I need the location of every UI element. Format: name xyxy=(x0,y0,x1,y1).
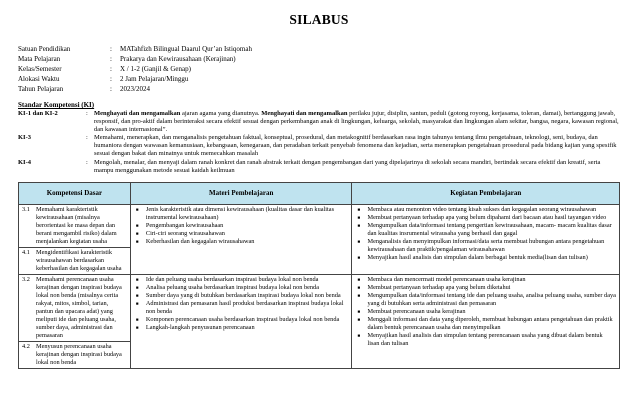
kd-number: 4.1 xyxy=(22,248,30,256)
info-label: Mata Pelajaran xyxy=(18,55,61,63)
kegiatan-cell xyxy=(352,274,620,368)
info-row xyxy=(18,84,620,94)
info-label: Tahun Pelajaran xyxy=(18,85,64,93)
kd-text: Menyusun perencanaan usaha kerajinan dengan inspirasi budaya lokal non benda xyxy=(36,342,122,366)
list-item: ■ Menganalisis dan menyimpulkan informasi/data serta membuat hubungan antara pengetahuan kewirausahaan dan praktik/pengalaman wirausahawan xyxy=(367,238,616,254)
ki-segment: perilaku jujur, disiplin, santun, peduli (gotong royong, kerjasama, toleran, damai), bertanggung jawab, responsif, dan pro-aktif dalam berinteraksi secara efektif sesuai dengan perkembangan anak di lingkungan, keluarga, sekolah, masyarakat dan lingkungan alam sekitar, bangsa, negara, kawasan regional, dan kawasan internasional”. xyxy=(94,110,619,134)
table-row xyxy=(19,274,620,341)
materi-cell xyxy=(130,274,352,368)
ki-code: KI-3 xyxy=(18,134,31,142)
info-row xyxy=(18,64,620,74)
list-item: ■ Pengembangan kewirausahaan xyxy=(146,222,349,230)
syllabus-table xyxy=(18,182,620,369)
list-item: ■ Menyajikan hasil analisis dan simpulan tentang perencanaan usaha yang dibuat dalam bentuk lisan dan tulisan xyxy=(367,332,616,348)
column-header: Kompetensi Dasar xyxy=(19,182,131,204)
list-item: ■ Jenis karakteristik atau dimensi kewirausahaan (kualitas dasar dan kualitas instrumental kewirausahaan) xyxy=(146,206,349,222)
ki-text: Memahami, menerapkan, dan menganalisis pengetahuan faktual, konseptual, prosedural, dan metakognitif berdasarkan rasa ingin tahunya tentang ilmu pengetahuan, teknologi, seni, budaya, dan humaniora dengan wawasan kemanusiaan, kebangsaan, kenegaraan, dan peradaban terkait penyebab fenomena dan kejadian, serta menerapkan pengetahuan prosedural pada bidang kajian yang spesifik sesuai dengan bakat dan minatnya untuk memecahkan masalah xyxy=(94,134,617,158)
column-header: Materi Pembelajaran xyxy=(130,182,352,204)
list-item: ■ Membuat pertanyaan terhadap apa yang belum diketahui xyxy=(367,284,616,292)
info-label: Satuan Pendidikan xyxy=(18,45,71,53)
list-item: ■ Menyajikan hasil analisis dan simpulan dalam berbagai bentuk media(lisan dan tulisan) xyxy=(367,254,616,262)
ki-block xyxy=(18,110,620,175)
list-item: ■ Menggali informasi dan data yang diperoleh, membuat hubungan antara pengetahuan dan praktik dalam bentuk perencanaan usaha dan menyimpulkan xyxy=(367,316,616,332)
kd-text: Memahami perencanaan usaha kerajinan dengan inspirasi budaya lokal non benda (misalnya cerita rakyat, mitos, simbol, tarian, pantun dan upacara adat) yang meliputi ide dan peluang usaha, sumber daya, administrasi dan pemasaran xyxy=(36,275,122,339)
kd-number: 4.2 xyxy=(22,342,30,350)
colon: : xyxy=(110,45,112,53)
list-item: ■ Mengumpulkan data/informasi tentang pengertian kewirausahaan, macam- macam kualitas dasar dan kualitas insrumental wirausaha yang berhasil dan gagal xyxy=(367,222,616,238)
list-item: ■ Administrasi dan pemasaran hasil produksi berdasarkan inspirasi budaya lokal non benda xyxy=(146,300,349,316)
info-value: X / 1-2 (Ganjil & Genap) xyxy=(120,65,191,73)
list-item: ■ Analisa peluang usaha berdasarkan inspirasi budaya lokal non benda xyxy=(146,284,349,292)
kd-text: Mengidentifikasi karakteristik wirausahawan berdasarkan keberhasilan dan kegagalan usaha xyxy=(36,248,122,272)
table-header-row xyxy=(19,182,620,204)
kd-cell xyxy=(19,341,131,368)
info-value: 2 Jam Pelajaran/Minggu xyxy=(120,75,189,83)
list-item: ■ Komponen perencanaan usaha berdasarkan inspirasi budaya lokal non benda xyxy=(146,316,349,324)
info-row xyxy=(18,54,620,64)
ki-text: Mengolah, menalar, dan menyaji dalam ranah konkret dan ranah abstrak terkait dengan pengembangan dari yang dipelajarinya di sekolah secara mandiri, bertindak secara efektif dan kreatif, serta mampu menggunakan metode sesuai kaidah keilmuan xyxy=(94,158,601,174)
colon: : xyxy=(110,85,112,93)
kegiatan-cell xyxy=(352,204,620,274)
kd-number: 3.1 xyxy=(22,205,30,213)
colon: : xyxy=(86,134,88,142)
info-value: MATahfizh Bilingual Daarul Qur’an Istiqomah xyxy=(120,45,252,53)
colon: : xyxy=(110,65,112,73)
list-item: ■ Ide dan peluang usaha berdasarkan inspirasi budaya lokal non benda xyxy=(146,276,349,284)
kd-cell xyxy=(19,247,131,274)
info-value: 2023/2024 xyxy=(120,85,150,93)
info-value: Prakarya dan Kewirausahaan (Kerajinan) xyxy=(120,55,236,63)
materi-cell xyxy=(130,204,352,274)
ki-text xyxy=(94,110,620,134)
info-label: Alokasi Waktu xyxy=(18,75,60,83)
list-item: ■ Membaca dan mencermati model perencanaan usaha kerajinan xyxy=(367,276,616,284)
colon: : xyxy=(110,55,112,63)
list-item: ■ Langkah-langkah penyusunan perencanaan xyxy=(146,324,349,332)
kd-cell xyxy=(19,204,131,247)
ki-segment: ajaran agama yang dianutnya. xyxy=(180,110,262,117)
list-item: ■ Keberhasilan dan kegagalan wirausahawan xyxy=(146,238,349,246)
page-title: SILABUS xyxy=(289,12,349,27)
ki-bold: Menghayati dan mengamalkan xyxy=(94,110,181,117)
ki-bold: Menghayati dan mengamalkan xyxy=(261,110,348,117)
info-label: Kelas/Semester xyxy=(18,65,62,73)
info-block xyxy=(18,44,620,94)
standar-kompetensi-heading: Standar Kompetensi (KI) xyxy=(18,101,95,109)
list-item: ■ Ciri-ciri seorang wirausahawan xyxy=(146,230,349,238)
list-item: ■ Membuat perencanaan usaha kerajinan xyxy=(367,308,616,316)
ki-code: KI-4 xyxy=(18,158,31,166)
list-item: ■ Membaca atau menonton video tentang kisah sukses dan kegagalan seorang wirausahawan xyxy=(367,206,616,214)
colon: : xyxy=(86,158,88,166)
ki-code: KI-1 dan KI-2 xyxy=(18,110,58,117)
column-header: Kegiatan Pembelajaran xyxy=(352,182,620,204)
table-row xyxy=(19,204,620,247)
kd-text: Memahami karakteristik kewirausahaan (misalnya berorientasi ke masa depan dan berani mengambil risiko) dalam menjalankan kegiatan usaha xyxy=(36,205,117,245)
list-item: ■ Mengumpulkan data/informasi tentang ide dan peluang usaha, analisa peluang usaha, sumber daya yang di butuhkan serta administrasi dan pemasaran xyxy=(367,292,616,308)
info-row xyxy=(18,74,620,84)
colon: : xyxy=(110,75,112,83)
list-item: ■ Sumber daya yang di butuhkan berdasarkan inspirasi budaya lokal non benda xyxy=(146,292,349,300)
ki-row xyxy=(18,110,620,134)
kd-number: 3.2 xyxy=(22,275,30,283)
kd-cell xyxy=(19,274,131,341)
info-row xyxy=(18,44,620,54)
ki-row xyxy=(18,134,620,158)
list-item: ■ Membuat pertanyaan terhadap apa yang belum dipahami dari bacaan atau hasil tayangan video xyxy=(367,214,616,222)
colon: : xyxy=(86,110,88,117)
ki-row xyxy=(18,159,620,175)
